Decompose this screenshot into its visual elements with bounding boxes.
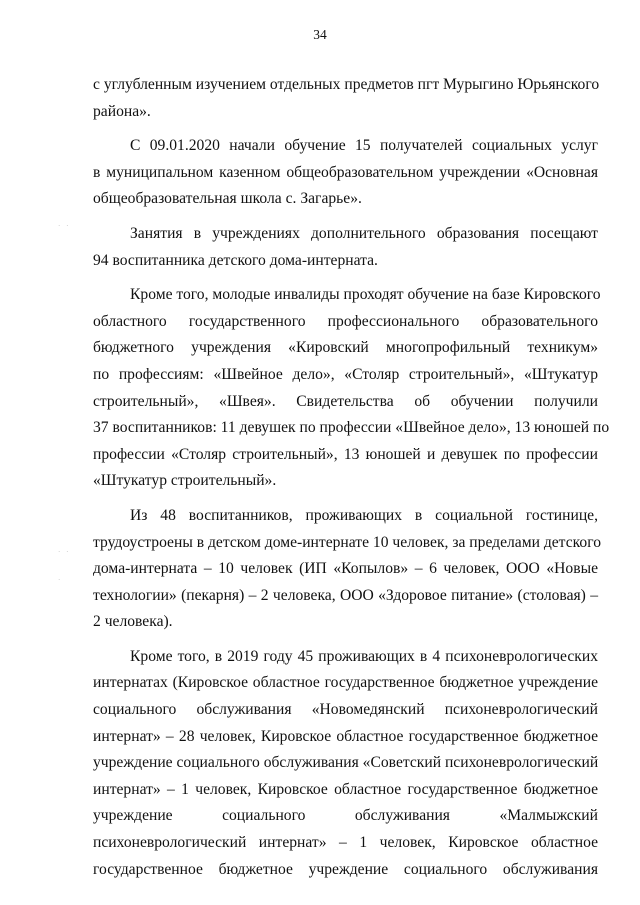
text-line: Занятия в учреждениях дополнительного образования посещают	[130, 224, 598, 242]
text-line: строительный», «Швея». Свидетельства об обучении получили	[93, 392, 598, 410]
text-line: «Штукатур строительный».	[93, 472, 277, 490]
paragraph	[93, 133, 598, 213]
text-line: Кроме того, в 2019 году 45 проживающих в 4 психоневрологических	[130, 647, 598, 665]
text-line: социального обслуживания «Новомедянский психоневрологический	[93, 701, 598, 719]
paragraph	[93, 644, 598, 883]
text-line: дома-интерната – 10 человек (ИП «Копылов» – 6 человек, ООО «Новые	[93, 560, 598, 578]
scan-speck-marks: ·	[58, 576, 63, 584]
text-line: по профессиям: «Швейное дело», «Столяр строительный», «Штукатур	[93, 365, 598, 383]
text-line: в муниципальном казенном общеобразовательном учреждении «Основная	[93, 163, 598, 181]
text-line: с углубленным изучением отдельных предметов пгт Мурыгино Юрьянского	[93, 76, 600, 93]
page-number: 34	[313, 27, 327, 42]
paragraph	[93, 503, 601, 636]
text-line: интернатах (Кировское областное государственное бюджетное учреждение	[93, 674, 598, 692]
text-line: Из 48 воспитанников, проживающих в социальной гостинице,	[130, 506, 598, 524]
text-line: бюджетного учреждения «Кировский многопрофильный техникум»	[93, 339, 598, 357]
text-line: интернат» – 28 человек, Кировское областное государственное бюджетное	[93, 727, 598, 745]
text-line: государственное бюджетное учреждение социального обслуживания	[93, 860, 598, 878]
document-body	[93, 72, 610, 883]
text-line: 37 воспитанников: 11 девушек по профессии «Швейное дело», 13 юношей по	[93, 419, 610, 437]
text-line: общеобразовательная школа с. Загарье».	[93, 190, 362, 208]
text-line: учреждение социального обслуживания «Малмыжский	[93, 807, 598, 825]
scan-speck-marks: · ·	[58, 222, 71, 230]
text-line: района».	[93, 102, 151, 120]
text-line: интернат» – 1 человек, Кировское областное государственное бюджетное	[93, 780, 598, 798]
text-line: трудоустроены в детском доме-интернате 10 человек, за пределами детского	[93, 533, 601, 551]
text-line: Кроме того, молодые инвалиды проходят обучение на базе Кировского	[130, 286, 601, 304]
paragraph	[93, 282, 610, 495]
scan-speck-marks: · ·	[58, 548, 71, 556]
text-line: профессии «Столяр строительный», 13 юношей и девушек по профессии	[93, 445, 598, 463]
text-line: учреждение социального обслуживания «Советский психоневрологический	[93, 754, 599, 772]
text-line: технологии» (пекарня) – 2 человека, ООО «Здоровое питание» (столовая) –	[93, 586, 598, 604]
text-line: областного государственного профессионального образовательного	[93, 312, 598, 330]
paragraph	[93, 72, 598, 125]
text-line: 94 воспитанника детского дома-интерната.	[93, 251, 378, 269]
text-line: С 09.01.2020 начали обучение 15 получателей социальных услуг	[130, 137, 598, 155]
text-line: психоневрологический интернат» – 1 человек, Кировское областное	[93, 834, 598, 852]
paragraph	[93, 221, 598, 274]
text-line: 2 человека).	[93, 613, 173, 631]
